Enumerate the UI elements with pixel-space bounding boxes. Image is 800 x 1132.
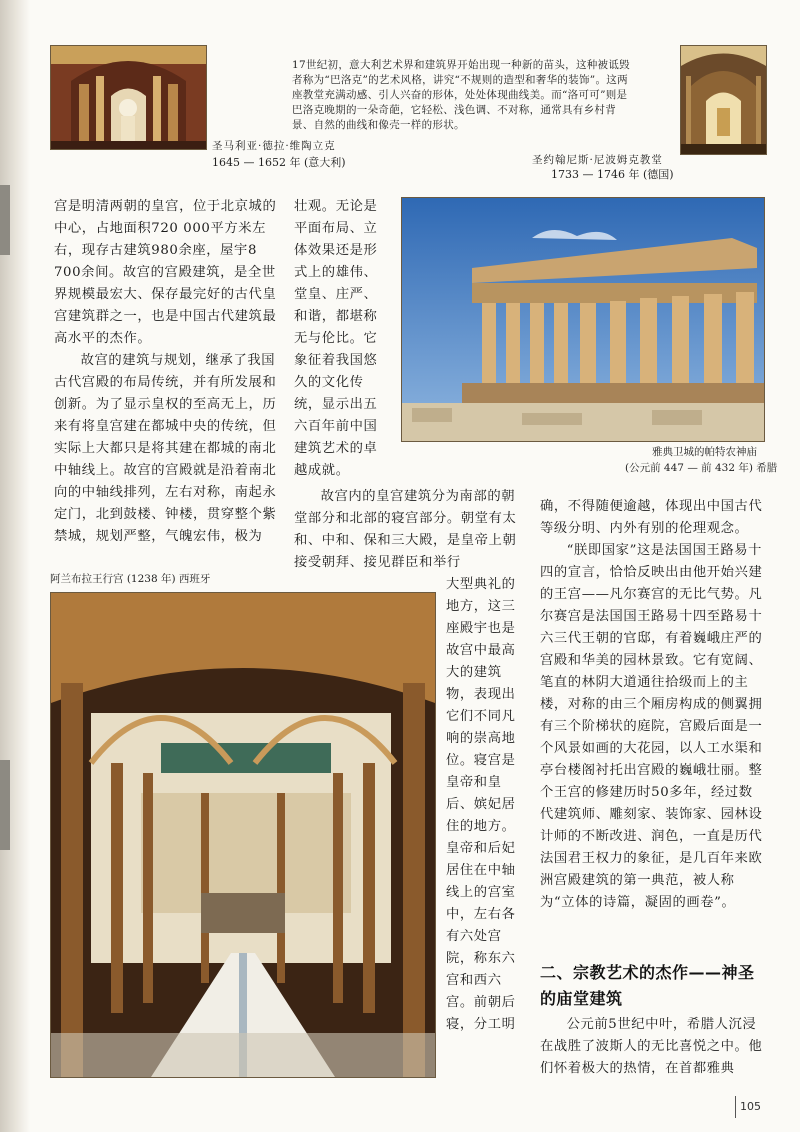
column-2-text-narrow: [446, 574, 528, 1036]
column-2-paragraph-1: 壮观。无论是平面布局、立体效果还是形式上的雄伟、堂皇、庄严、和谐，都堪称无与伦比。它象征着我国悠久的文化传统，显示出五六百年前中国建筑艺术的卓越成就。: [294, 199, 378, 478]
alhambra-courtyard-photo: [50, 592, 436, 1078]
parthenon-caption-title: 雅典卫城的帕特农神庙: [652, 446, 757, 458]
column-2-text-lower: [294, 486, 526, 574]
column-2-paragraph-3: 大型典礼的地方，这三座殿宇也是故宫中最高大的建筑物，表现出它们不同凡响的崇高地位。寝宫是皇帝和皇后、嫔妃居住的地方。皇帝和后妃居住在中轴线上的宫室中，左右各有六处宫院，称东六宫和西六宫。前朝后寝，分工明: [446, 577, 516, 1032]
column-1-paragraph-1: 宫是明清两朝的皇宫，位于北京城的中心，占地面积720 000平方米左右，现存古建筑980余座，屋宇8 700余间。故宫的宫殿建筑，是全世界规模最宏大、保存最完好的古代皇宫建筑群之一，也是中国古代建筑最高水平的杰作。: [54, 199, 277, 346]
section-heading: 二、宗教艺术的杰作——神圣的庙堂建筑: [540, 963, 755, 1008]
page-number-rule: [735, 1096, 736, 1118]
alhambra-caption: 阿兰布拉王行宫 (1238 年) 西班牙: [50, 573, 211, 585]
left-photo-caption-title: 圣马利亚·德拉·维陶立克: [212, 140, 336, 152]
column-3-paragraph-2: “朕即国家”这是法国国王路易十四的宣言，恰恰反映出由他开始兴建的王宫——凡尔赛宫的无比气势。凡尔赛宫是法国国王路易十四至路易十六三代王朝的官邸，有着巍峨庄严的宫殿和华美的园林景致。它有宽阔、笔直的林阴大道通往拾级而上的主楼，对称的由三个厢房构成的侧翼拥有三个阶梯状的庭院，宫殿后面是一个风景如画的大花园，以人工水渠和亭台楼阁衬托出宫殿的巍峨壮丽。整个王宫的修建历时50多年，经过数代建筑师、雕刻家、装饰家、园林设计师的不断改进、润色，一直是历代法国君王权力的象征，是几百年来欧洲宫殿建筑的第一典范，被人称为“立体的诗篇，凝固的画卷”。: [540, 543, 763, 910]
column-3-paragraph-1: 确，不得随便逾越，体现出中国古代等级分明、内外有别的伦理观念。: [540, 499, 763, 536]
column-2-paragraph-2: 故宫内的皇宫建筑分为南部的朝堂部分和北部的寝宫部分。朝堂有太和、中和、保和三大殿，是皇帝上朝接受朝拜、接见群臣和举行: [294, 489, 517, 570]
page-number: 105: [740, 1100, 761, 1113]
column-1-paragraph-2: 故宫的建筑与规划，继承了我国古代宫殿的布局传统，并有所发展和创新。为了显示皇权的至高无上，历来有将皇宫建在都城中央的传统，但实际上大都只是将其建在都城的南北中轴线上。故宫的宫殿就是沿着南北向的中轴线排列，左右对称，南起永定门，北到鼓楼、钟楼，贯穿整个紫禁城，规划严整，气魄宏伟，极为: [54, 353, 277, 544]
right-photo-caption-title: 圣约翰尼斯·尼波姆克教堂: [532, 154, 663, 166]
baroque-church-interior-photo-left: [50, 45, 207, 150]
column-2-text: [294, 196, 390, 482]
baroque-church-interior-photo-right: [680, 45, 767, 155]
column-3-paragraph-3: 公元前5世纪中叶，希腊人沉浸在战胜了波斯人的无比喜悦之中。他们怀着极大的热情，在首都雅典: [540, 1017, 763, 1076]
column-3-text: [540, 496, 766, 914]
binding-mark: [0, 760, 10, 850]
column-1-text: [54, 196, 284, 548]
column-3-text-lower: [540, 1014, 766, 1080]
page-binding-shadow: [0, 0, 30, 1132]
parthenon-photo: [401, 197, 765, 442]
left-photo-caption-date: 1645 — 1652 年 (意大利): [212, 156, 346, 169]
binding-mark: [0, 185, 10, 255]
baroque-rococo-quote: 17世纪初，意大利艺术界和建筑界开始出现一种新的苗头，这种被诋毁者称为“巴洛克”的艺术风格，讲究“不规则的造型和奢华的装饰”。这两座教堂充满动感、引人兴奋的形体，处处体现曲线美。而“洛可可”则是巴洛克晚期的一朵奇葩，它轻松、浅色调、不对称，通常具有乡村背景、自然的曲线和像壳一样的形状。: [292, 59, 630, 131]
parthenon-caption-date: (公元前 447 — 前 432 年) 希腊: [625, 462, 778, 474]
right-photo-caption-date: 1733 — 1746 年 (德国): [551, 168, 674, 181]
